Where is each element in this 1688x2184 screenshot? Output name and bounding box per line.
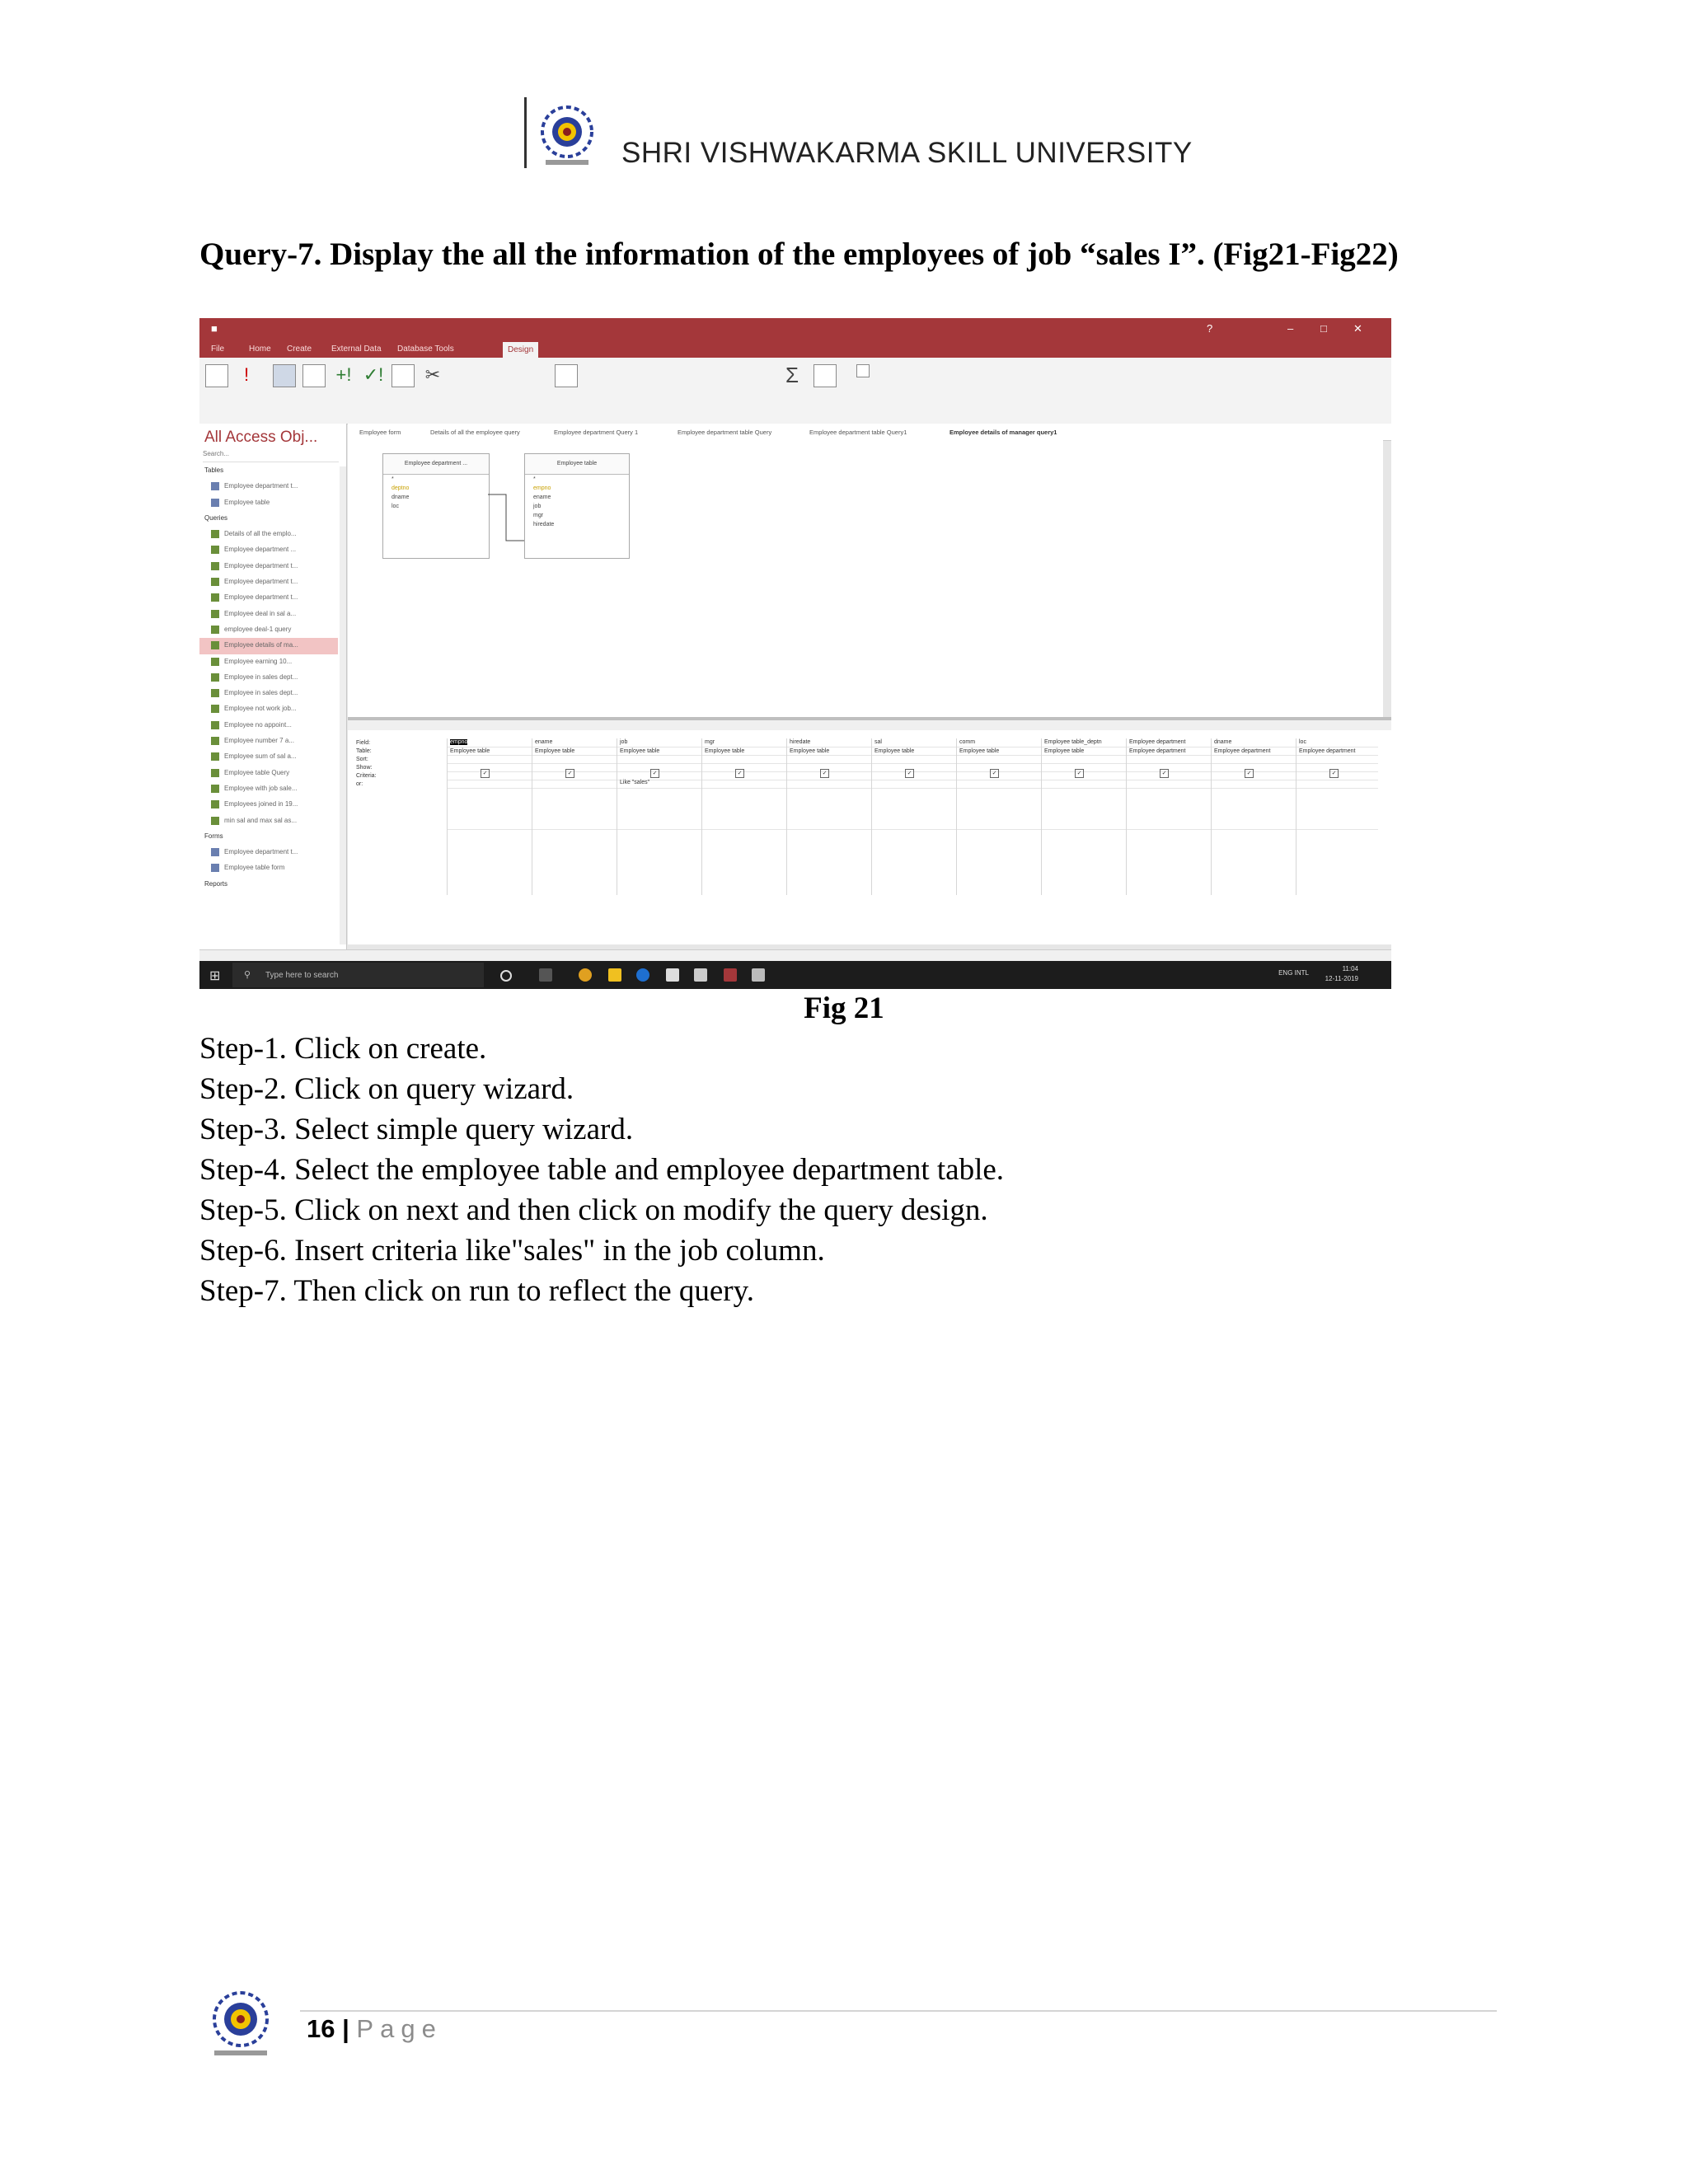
view-button [204,364,229,390]
nav-object-list [199,463,338,893]
show-checkbox: ✓ [905,769,914,778]
tab-create: Create [287,344,312,354]
grid-table-cell: Employee table [874,748,915,754]
grid-column [786,738,872,895]
taskbar-search-placeholder: Type here to search [265,971,339,980]
access-title-bar [199,318,1391,341]
grid-field-cell: job [620,739,628,745]
grid-column [447,738,532,895]
join-line [348,440,678,605]
field-item: hiredate [533,522,555,527]
nav-item-label: Employees joined in 19... [224,800,298,808]
nav-list-item [199,766,338,781]
grid-row-label: or: [356,781,363,787]
query-icon [211,546,219,554]
show-checkbox: ✓ [735,769,744,778]
grid-table-cell: Employee department [1214,748,1271,754]
grid-field-cell: Employee table_deptn [1044,739,1102,745]
nav-group-label: Forms [204,832,223,840]
show-checkbox: ✓ [1245,769,1254,778]
grid-column [1041,738,1127,895]
nav-list-item [199,495,338,511]
tab-file: File [211,344,225,354]
query-icon [211,562,219,570]
nav-group-label: Tables [204,466,224,474]
nav-list-item [199,527,338,542]
nav-list-item [199,686,338,701]
show-checkbox: ✓ [990,769,999,778]
make-table-button [302,364,326,390]
grid-column [871,738,957,895]
nav-item-label: Employee with job sale... [224,784,298,792]
doc-tab: Employee department Query 1 [554,429,639,436]
tab-database-tools: Database Tools [397,344,454,354]
page-word: Page [356,2014,443,2043]
page-number [307,2014,443,2044]
figure-caption: Fig 21 [804,991,884,1025]
taskbar-search-box [232,963,484,987]
doc-tab: Employee department table Query [678,429,772,436]
nav-item-label: Employee in sales dept... [224,689,298,697]
nav-list-item [199,574,338,590]
grid-field-cell: ename [535,739,553,745]
tab-design: Design [503,342,538,358]
nav-list-item [199,670,338,686]
nav-item-label: Employee department t... [224,593,298,602]
fieldlist-title: Employee department ... [383,454,489,475]
cortana-icon [500,970,512,982]
form-icon [211,848,219,856]
query-icon [211,610,219,618]
nav-item-label: Employee department t... [224,848,298,856]
tray-language: ENG INTL [1278,969,1309,977]
field-item: loc [392,504,399,509]
show-checkbox: ✓ [650,769,659,778]
grid-table-cell: Employee department [1129,748,1186,754]
fieldlist-title: Employee table [525,454,629,475]
nav-group-label: Reports [204,879,228,888]
show-checkbox: ✓ [1075,769,1084,778]
nav-item-label: Employee no appoint... [224,720,292,729]
page-separator: | [342,2014,349,2043]
nav-item-label: Employee number 7 a... [224,737,294,745]
query-icon [211,593,219,602]
step-item: Step-4. Select the employee table and employee department table. [199,1153,1005,1187]
grid-field-cell: dname [1214,739,1232,745]
field-item: mgr [533,513,544,518]
tray-time: 11:04 [1342,965,1358,972]
nav-group-header [199,463,338,479]
step-item: Step-2. Click on query wizard. [199,1072,574,1106]
query-icon [211,785,219,793]
query-design-grid [348,730,1391,944]
task-view-icon [539,968,552,982]
grid-table-cell: Employee table [620,748,660,754]
nav-item-label: Employee department t... [224,578,298,586]
tab-external-data: External Data [331,344,382,354]
access-query-design-screenshot [199,318,1391,989]
property-sheet-button [851,364,875,380]
nav-item-label: Employee department ... [224,546,297,554]
nav-group-header [199,511,338,527]
field-item: empno [533,485,551,491]
show-checkbox: ✓ [1329,769,1339,778]
file-explorer-icon [608,968,621,982]
grid-field-cell: empno [450,739,468,745]
nav-scrollbar [340,466,346,944]
field-item: dname [392,494,410,500]
grid-row-label: Field: [356,740,371,746]
nav-list-item [199,622,338,638]
tray-date: 12-11-2019 [1325,975,1358,982]
show-checkbox: ✓ [1160,769,1169,778]
query-icon [211,658,219,666]
query-icon [211,705,219,713]
query-icon [211,673,219,682]
grid-row-label: Show: [356,765,373,771]
grid-column [1211,738,1296,895]
tab-home: Home [249,344,271,354]
grid-table-cell: Employee table [535,748,575,754]
show-checkbox: ✓ [820,769,829,778]
nav-list-item [199,797,338,813]
show-checkbox: ✓ [565,769,574,778]
grid-row-label: Sort: [356,757,368,762]
field-item: deptno [392,485,410,491]
nav-pane-title: All Access Obj... [204,429,318,446]
navigation-pane [199,424,347,949]
append-button: +! [335,364,352,385]
grid-table-cell: Employee table [790,748,830,754]
query-icon [211,800,219,808]
nav-list-item [199,733,338,749]
nav-item-label: Employee in sales dept... [224,673,298,681]
page-number-value: 16 [307,2014,335,2043]
field-item: ename [533,494,551,500]
grid-row-label: Criteria: [356,773,377,779]
nav-list-item [199,607,338,622]
nav-list-item [199,845,338,860]
nav-item-label: Details of all the emplo... [224,530,297,538]
nav-item-label: Employee earning 10... [224,657,293,665]
grid-table-cell: Employee table [450,748,490,754]
nav-item-label: Employee department t... [224,482,298,490]
field-item: job [533,504,542,509]
query-icon [211,530,219,538]
nav-list-item [199,654,338,670]
doc-tab: Employee department table Query1 [809,429,907,436]
nav-item-label: min sal and max sal as... [224,816,298,824]
store-icon [666,968,679,982]
run-button: ! [243,364,250,385]
nav-list-item [199,559,338,574]
query-heading: Query-7. Display the all the information of the employees of job “sales I”. (Fig21-Fig22) [199,237,1399,272]
query-icon [211,626,219,634]
nav-list-item [199,860,338,876]
query-icon [211,769,219,777]
nav-list-item [199,590,338,606]
nav-item-label: Employee deal in sal a... [224,609,297,617]
system-tray [1325,964,1358,984]
select-query-button [272,364,297,390]
grid-field-cell: Employee department [1129,739,1186,745]
mail-icon [694,968,707,982]
show-table-button [554,364,579,390]
nav-item-label: Employee details of ma... [224,641,298,649]
nav-item-label: Employee department t... [224,561,298,569]
edge-icon [636,968,649,982]
step-item: Step-7. Then click on run to reflect the query. [199,1274,754,1308]
grid-field-cell: comm [959,739,976,745]
grid-field-cell: hiredate [790,739,811,745]
query-tables-pane [348,440,1383,717]
save-icon: ■ [211,322,218,335]
nav-list-item [199,701,338,717]
nav-group-header [199,829,338,845]
university-name: SHRI VISHWAKARMA SKILL UNIVERSITY [621,137,1193,169]
search-icon: ⚲ [244,970,251,980]
grid-field-cell: sal [874,739,882,745]
show-checkbox: ✓ [481,769,490,778]
crosstab-button [391,364,415,390]
nav-list-item [199,749,338,765]
nav-item-label: Employee table form [224,864,285,872]
nav-list-item [199,718,338,733]
query-icon [211,578,219,586]
windows-start-icon: ⊞ [209,969,221,983]
query-icon [211,641,219,649]
nav-list-item [199,781,338,797]
nav-item-label: employee deal-1 query [224,625,292,633]
query-icon [211,721,219,729]
close-icon: ✕ [1353,322,1362,335]
grid-row-label: Table: [356,748,372,754]
grid-column [956,738,1042,895]
query-icon [211,752,219,761]
step-item: Step-5. Click on next and then click on modify the query design. [199,1193,988,1227]
grid-criteria-cell: Like "sales" [620,780,650,785]
nav-item-label: Employee table Query [224,768,290,776]
nav-group-header [199,877,338,893]
grid-column [1126,738,1212,895]
form-icon [211,864,219,872]
nav-item-label: Employee sum of sal a... [224,752,297,761]
nav-list-item [199,542,338,558]
doc-tab: Employee form [359,429,401,436]
grid-table-cell: Employee table [705,748,745,754]
status-bar [199,949,1391,962]
nav-list-item [199,813,338,829]
doc-tab-active: Employee details of manager query1 [950,429,1057,436]
update-button: ✓! [363,364,384,385]
field-item: * [392,476,394,482]
steps-list [199,1029,1004,1311]
nav-item-label: Employee table [224,498,270,506]
windows-taskbar [199,961,1391,989]
help-icon: ? [1207,322,1213,335]
table-icon [211,482,219,490]
chrome-icon [579,968,592,982]
step-item: Step-3. Select simple query wizard. [199,1113,634,1146]
grid-field-cell: mgr [705,739,715,745]
document-app-icon [752,968,765,982]
design-ribbon [199,358,1391,424]
doc-tab: Details of all the employee query [430,429,520,436]
delete-button: ✂ [424,364,441,385]
minimize-icon: – [1287,322,1294,335]
nav-search-input: Search... [203,450,339,462]
nav-group-label: Queries [204,513,228,522]
document-tabs [348,424,1391,441]
query-icon [211,689,219,697]
parameters-button [813,364,837,390]
grid-field-cell: loc [1299,739,1306,745]
grid-table-cell: Employee table [959,748,1000,754]
query-icon [211,817,219,825]
grid-table-cell: Employee department [1299,748,1356,754]
grid-column [532,738,617,895]
query-icon [211,737,219,745]
grid-column [1296,738,1381,895]
maximize-icon: □ [1320,322,1327,335]
step-item: Step-6. Insert criteria like"sales" in the job column. [199,1234,825,1268]
grid-column [701,738,787,895]
footer-university-logo [198,1983,284,2065]
nav-list-item [199,479,338,494]
totals-button: Σ [785,363,799,387]
nav-list-item [199,638,338,654]
grid-column [617,738,702,895]
step-item: Step-1. Click on create. [199,1032,487,1066]
nav-item-label: Employee not work job... [224,705,297,713]
university-logo [524,97,603,173]
access-app-icon [724,968,737,982]
field-item: * [533,476,536,482]
table-icon [211,499,219,507]
ribbon-tab-strip [199,341,1391,358]
grid-table-cell: Employee table [1044,748,1085,754]
footer-rule [300,2010,1497,2012]
